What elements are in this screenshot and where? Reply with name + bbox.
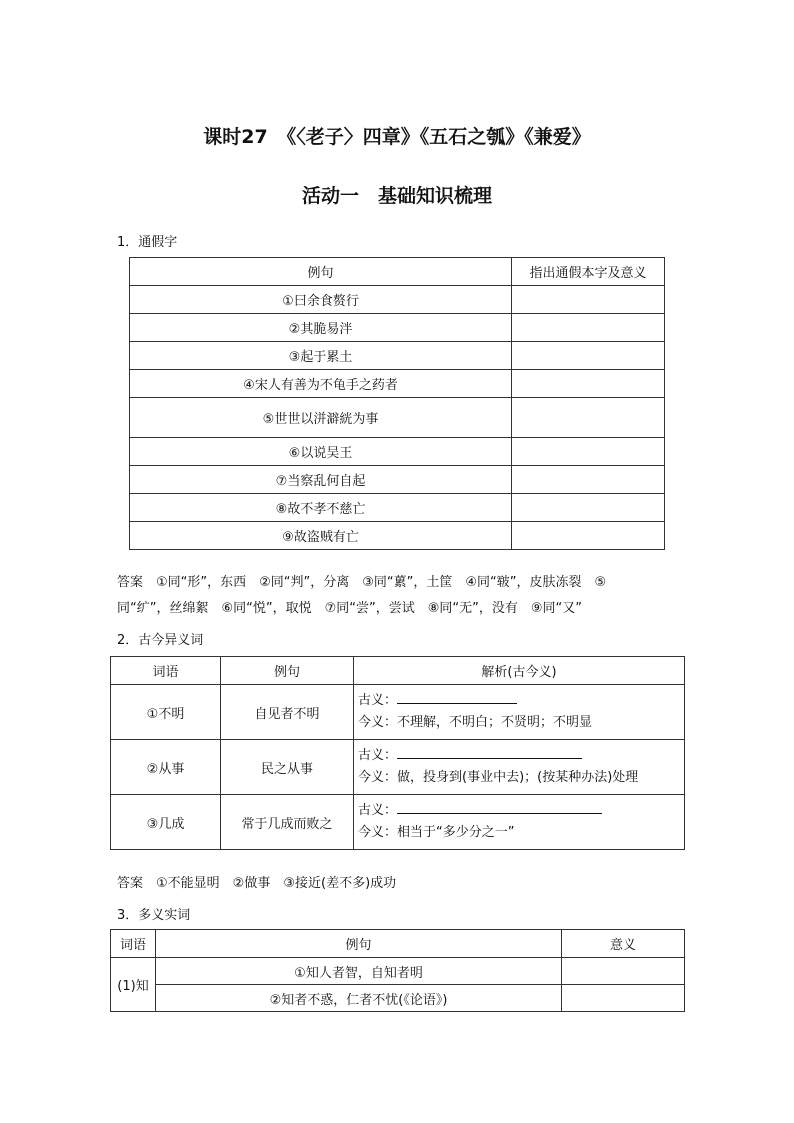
meaning-cell [354,740,685,795]
word-cell: ①不明 [111,685,221,740]
example-sentence: 常于几成而败之 [221,795,354,850]
column-header: 解析(古今义) [354,657,685,685]
table-row [130,398,665,438]
column-header: 例句 [221,657,354,685]
table-row [130,314,665,342]
activity-title: 活动一 基础知识梳理 [301,185,492,207]
answer-cell [512,494,665,522]
table-row [130,286,665,314]
answer-cell [512,438,665,466]
answer-label: 答案 [117,876,144,891]
answer-text: ①同“形”，东西 ②同“判”，分离 ③同“蔂”，土筐 ④同“皲”，皮肤冻裂 ⑤ [156,575,607,590]
table-row [111,985,685,1012]
ancient-meaning [358,745,680,767]
column-header: 例句 [130,258,512,286]
meaning-cell [562,958,685,985]
meaning-cell [562,985,685,1012]
section2-answer [117,871,687,897]
lesson-title: 课时27 《〈老子〉四章》《五石之瓠》《兼爱》 [203,126,591,148]
modern-meaning: 今义：相当于“多少分之一” [358,825,515,840]
example-sentence: 自见者不明 [221,685,354,740]
example-sentence: ④宋人有善为不龟手之药者 [130,370,512,398]
ancient-label: 古义： [358,748,398,763]
table-header-row [130,258,665,286]
table-row [111,795,685,850]
column-header: 例句 [156,930,562,958]
word-cell: (1)知 [111,958,156,1012]
duoyi-table [110,929,685,1012]
example-sentence: ①知人者智，自知者明 [156,958,562,985]
ancient-label: 古义： [358,803,398,818]
answer-cell [512,370,665,398]
answer-line: 同“纩”，丝绵絮 ⑥同“悦”，取悦 ⑦同“尝”，尝试 ⑧同“无”，没有 ⑨同“又” [117,601,582,616]
example-sentence: ⑨故盗贼有亡 [130,522,512,550]
word-cell: ②从事 [111,740,221,795]
table-row [130,494,665,522]
column-header: 指出通假本字及意义 [512,258,665,286]
example-sentence: ⑦当察乱何自起 [130,466,512,494]
tongjia-table [129,257,665,550]
section2-heading: 2．古今异义词 [117,633,204,648]
meaning-cell [354,795,685,850]
answer-text: ①不能显明 ②做事 ③接近(差不多)成功 [156,876,397,891]
answer-cell [512,398,665,438]
column-header: 词语 [111,930,156,958]
table-row [111,685,685,740]
modern-meaning: 今义：做，投身到(事业中去)；(按某种办法)处理 [358,770,639,785]
answer-cell [512,314,665,342]
table-row [130,342,665,370]
answer-line [117,570,687,596]
ancient-meaning [358,800,680,822]
example-sentence: ③起于累土 [130,342,512,370]
column-header: 词语 [111,657,221,685]
section3-heading: 3．多义实词 [117,908,191,923]
table-row [130,522,665,550]
answer-cell [512,342,665,370]
example-sentence: ⑥以说吴王 [130,438,512,466]
column-header: 意义 [562,930,685,958]
fill-blank [397,800,602,814]
fill-blank [397,745,582,759]
meaning-cell [354,685,685,740]
table-row [130,370,665,398]
section1-answer [117,570,687,622]
table-row [130,438,665,466]
example-sentence: ②知者不惑，仁者不忧(《论语》) [156,985,562,1012]
guwen-table [110,656,685,850]
section1-heading: 1．通假字 [117,235,178,250]
example-sentence: ①曰余食赘行 [130,286,512,314]
table-row [111,740,685,795]
example-sentence: ⑧故不孝不慈亡 [130,494,512,522]
answer-label: 答案 [117,575,144,590]
example-sentence: ②其脆易泮 [130,314,512,342]
ancient-label: 古义： [358,693,398,708]
ancient-meaning [358,690,680,712]
answer-cell [512,466,665,494]
table-row [130,466,665,494]
table-row [111,958,685,985]
table-header-row [111,930,685,958]
answer-cell [512,286,665,314]
modern-meaning: 今义：不理解，不明白；不贤明；不明显 [358,715,593,730]
fill-blank [397,690,517,704]
example-sentence: 民之从事 [221,740,354,795]
table-header-row [111,657,685,685]
example-sentence: ⑤世世以洴澼絖为事 [130,398,512,438]
answer-cell [512,522,665,550]
word-cell: ③几成 [111,795,221,850]
